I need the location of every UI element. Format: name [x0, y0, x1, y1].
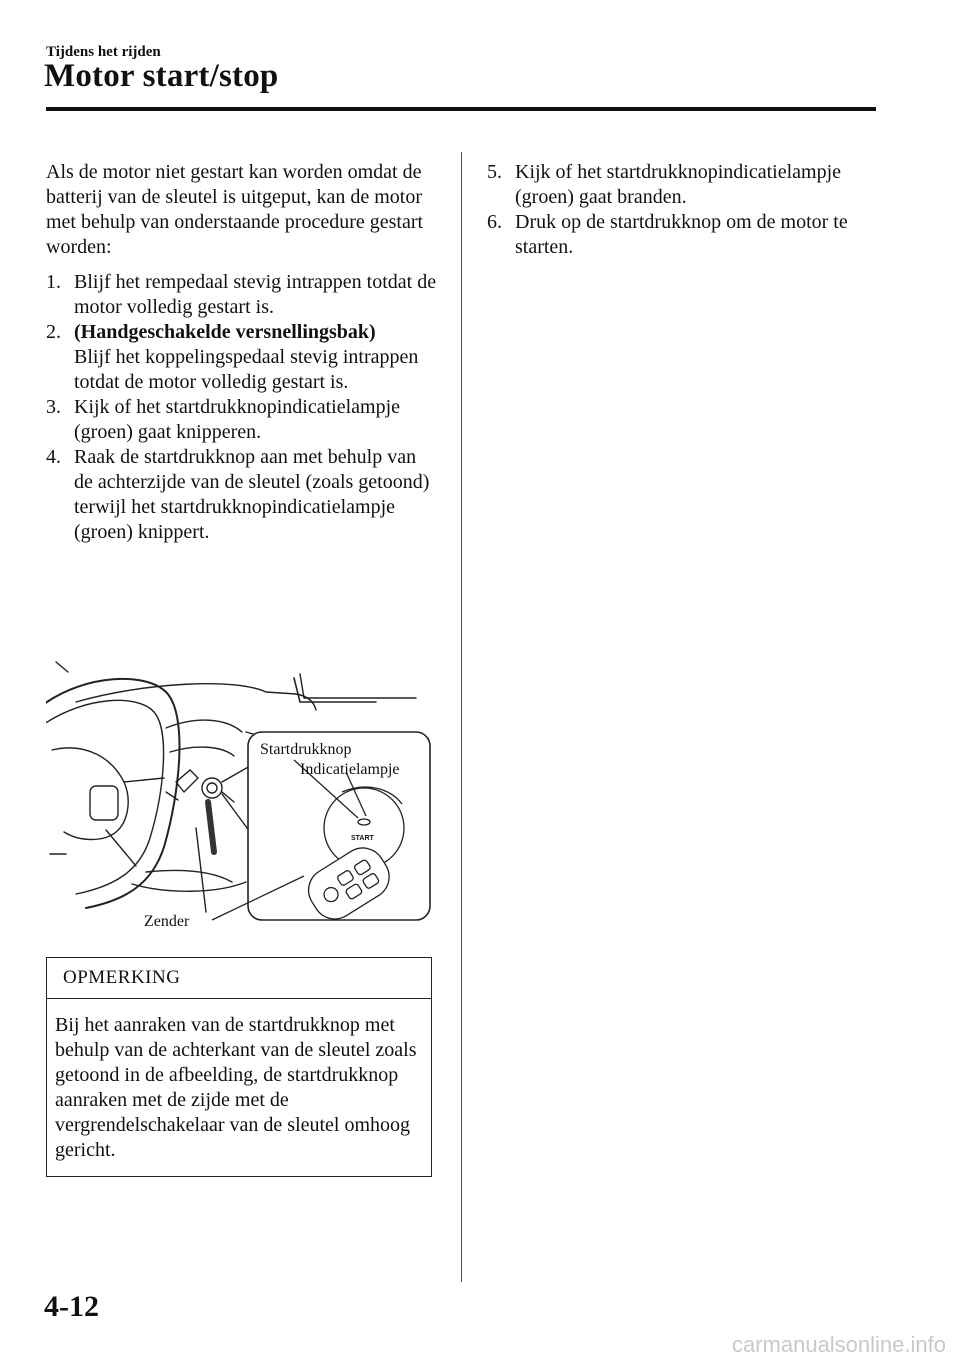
start-button-text: START [351, 835, 374, 842]
step-number: 4. [46, 446, 61, 468]
steps-list-left [46, 270, 438, 545]
note-heading: OPMERKING [47, 958, 431, 999]
step-number: 5. [487, 161, 502, 183]
steps-list-right [487, 160, 887, 260]
steering-wheel [46, 679, 179, 908]
step-text: Raak de startdrukknop aan met behulp van de achterzijde van de sleutel (zoals getoond) terwijl het startdrukknopindicatielampje (groen) knippert. [74, 446, 430, 543]
step-text: Blijf het koppelingspedaal stevig intrappen totdat de motor volledig gestart is. [74, 346, 419, 393]
step-text: Druk op de startdrukknop om de motor te starten. [515, 211, 848, 258]
step-number: 1. [46, 271, 61, 293]
step-heading: (Handgeschakelde versnellingsbak) [74, 321, 376, 343]
step-6 [487, 210, 887, 260]
label-startdrukknop: Startdrukknop [260, 741, 352, 758]
section-label: Tijdens het rijden [46, 44, 161, 60]
intro-paragraph: Als de motor niet gestart kan worden omdat de batterij van de sleutel is uitgeput, kan de motor met behulp van onderstaande procedure gestart worden: [46, 161, 424, 258]
step-number: 3. [46, 396, 61, 418]
note-body: Bij het aanraken van de startdrukknop met behulp van de achterkant van de sleutel zoals getoond in de afbeelding, de startdrukknop aanraken met de zijde met de vergrendelschakelaar van de sleutel omhoog gericht. [55, 1014, 417, 1161]
step-5 [487, 160, 887, 210]
column-divider [461, 152, 462, 1282]
step-2 [46, 320, 438, 395]
start-button-illustration [46, 632, 432, 934]
dashboard-start-button [202, 778, 222, 798]
watermark: carmanualsonline.info [731, 1332, 946, 1357]
page-number: 4-12 [44, 1290, 99, 1323]
step-1 [46, 270, 438, 320]
right-column [487, 160, 887, 260]
step-number: 2. [46, 321, 61, 343]
step-text: Kijk of het startdrukknopindicatielampje (groen) gaat branden. [515, 161, 842, 208]
page-title: Motor start/stop [44, 58, 279, 94]
step-number: 6. [487, 211, 502, 233]
step-3 [46, 395, 438, 445]
step-4 [46, 445, 438, 545]
left-column [46, 160, 438, 545]
note-box [46, 957, 432, 1177]
label-zender: Zender [144, 913, 190, 930]
label-indicatielampje: Indicatielampje [300, 761, 400, 778]
title-rule [46, 107, 876, 111]
step-text: Blijf het rempedaal stevig intrappen totdat de motor volledig gestart is. [74, 271, 437, 318]
step-text: Kijk of het startdrukknopindicatielampje (groen) gaat knipperen. [74, 396, 401, 443]
